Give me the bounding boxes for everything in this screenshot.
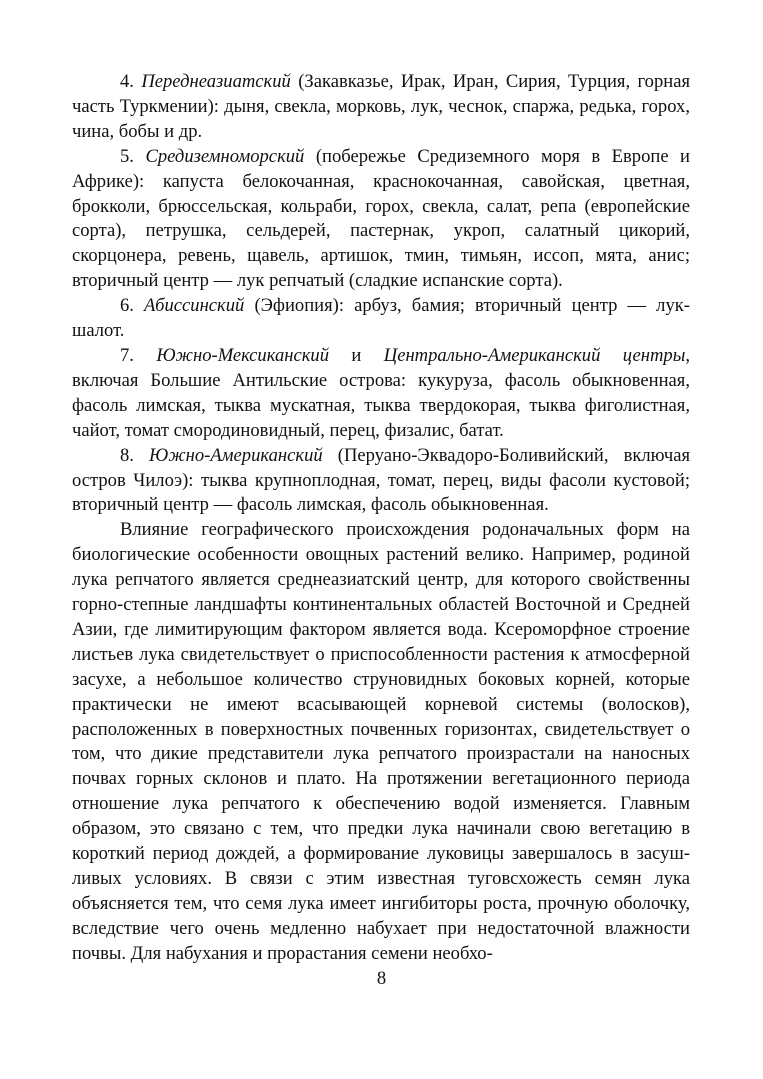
center-name: Южно-Мексиканский	[156, 344, 330, 366]
center-description: (Перуано-Эквадоро-Боливийский, включая остров Чилоэ): тыква крупноплодная, томат, перец, виды фасоли кустовой; вторичный центр — фасоль лимская, фасоль обыкновенная.	[72, 444, 690, 516]
center-number: 6.	[120, 295, 134, 317]
center-paragraph-4	[72, 70, 690, 145]
center-name: Средиземноморский	[145, 145, 305, 167]
page-number: 8	[376, 968, 387, 989]
center-paragraph-5	[72, 145, 690, 294]
center-number: 4.	[120, 71, 134, 92]
center-description: (побережье Средиземного моря в Европе и Африке): капуста белокочанная, краснокочанная, савойская, цветная, брокколи, брюссельская, кольраби, горох, свекла, салат, репа (европейские сорта), петрушка, сельдерей, пастернак, укроп, салатный цикорий, скорцонера, ревень, щавель, артишок, тмин, тимьян, иссоп, мята, анис; вторичный центр — лук репчатый (сладкие испанские сорта).	[72, 145, 691, 292]
center-name: Переднеазиатский	[141, 71, 291, 92]
center-paragraph-7	[72, 344, 690, 444]
body-paragraph: Влияние географического происхождения родоначальных форм на биологические особенности овощных растений велико. Например, родиной лука репчатого является среднеазиатский центр, для которого свойственны горно-степные ландшафты континентальных областей Восточной и Средней Азии, где лимитирующим фактором является вода. Ксероморфное строение листьев лука свидетельствует о приспособленности растения к атмосферной засухе, а небольшое количество струновидных боковых корней, которые практически не имеют всасывающей корневой системы (волосков), расположенных в поверхностных почвенных горизонтах, свидетельствует о том, что дикие представители лука репчатого произрастали на наносных почвах горных склонов и плато. На протяжении вегетационного периода отношение лука репчатого к обеспечению водой изменяется. Главным образом, это связано с тем, что предки лука начинали свою вегетацию в короткий период дождей, а формирование луковицы завершалось в засушливых условиях. В связи с этим известная туговсхожесть семян лука объясняется тем, что семя лука имеет ингибиторы роста, прочную оболочку, вследствие чего очень медленно набухает при недостаточной влажности почвы. Для набухания и прорастания семени необхо-	[72, 519, 690, 964]
center-number: 8.	[120, 444, 134, 466]
center-number: 7.	[120, 344, 134, 366]
center-conjunction: и	[351, 344, 362, 366]
center-description: , включая Большие Антильские острова: кукуруза, фасоль обыкновенная, фасоль лимская, тыква мускатная, тыква твердокорая, тыква фиголистная, чайот, томат смородиновидный, перец, физалис, батат.	[72, 344, 690, 441]
center-description: (Закавказье, Ирак, Иран, Сирия, Турция, горная часть Туркмении): дыня, свекла, морковь, лук, чеснок, спаржа, редька, горох, чина, бобы и др.	[72, 71, 690, 142]
document-page	[72, 70, 690, 967]
center-name: Абиссинский	[144, 295, 245, 317]
center-paragraph-8	[72, 444, 690, 519]
center-number: 5.	[120, 145, 134, 167]
center-paragraph-6	[72, 294, 690, 344]
center-name-secondary: Центрально-Американский центры	[383, 344, 686, 366]
center-name: Южно-Американский	[149, 444, 323, 466]
center-description: (Эфиопия): арбуз, бамия; вторичный центр — лук-шалот.	[72, 295, 690, 342]
